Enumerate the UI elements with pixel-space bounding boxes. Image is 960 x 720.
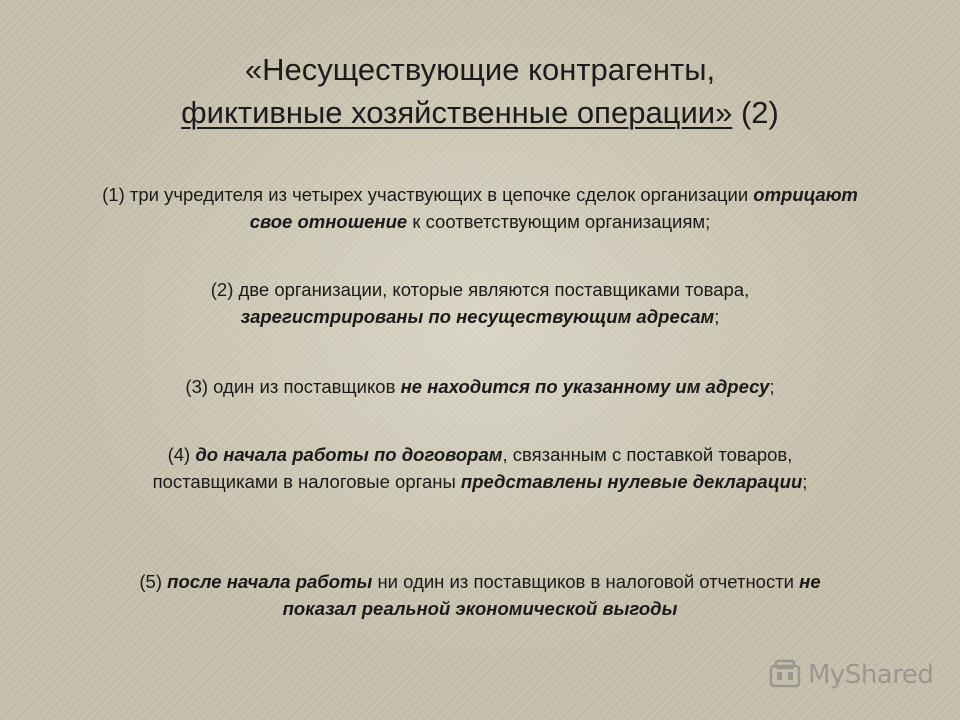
list-item-2 bbox=[50, 276, 910, 330]
item-4-emphasis-b: представлены нулевые декларации bbox=[460, 471, 803, 492]
item-5-text-b: ни один из поставщиков в налоговой отчетности bbox=[372, 571, 800, 592]
item-4-text-b: , связанным с поставкой товаров, поставщиками в налоговые органы bbox=[152, 444, 793, 492]
item-3-text-a: (3) один из поставщиков bbox=[185, 376, 401, 397]
list-item-5 bbox=[50, 568, 910, 622]
list-item-1 bbox=[50, 181, 910, 235]
item-1-text-b: к соответствующим организациям; bbox=[407, 211, 711, 232]
watermark-text: MyShared bbox=[808, 660, 934, 690]
item-2-text-a: (2) две организации, которые являются поставщиками товара, bbox=[210, 279, 750, 300]
item-2-text-b: ; bbox=[714, 306, 720, 327]
title-line-1: «Несуществующие контрагенты, bbox=[244, 52, 716, 87]
mushroom-logo-icon bbox=[768, 658, 802, 692]
item-5-text-a: (5) bbox=[139, 571, 168, 592]
title-suffix: (2) bbox=[732, 95, 779, 130]
item-2-emphasis: зарегистрированы по несуществующим адресам bbox=[240, 306, 715, 327]
list-item-3 bbox=[50, 373, 910, 400]
watermark bbox=[768, 655, 933, 695]
item-5-emphasis-b: не показал реальной экономической выгоды bbox=[282, 571, 821, 619]
item-4-text-a: (4) bbox=[167, 444, 196, 465]
item-4-emphasis-a: до начала работы по договорам bbox=[195, 444, 503, 465]
title-underlined-text: фиктивные хозяйственные операции» bbox=[181, 95, 733, 130]
title-line-2 bbox=[0, 91, 960, 134]
item-1-emphasis: отрицают свое отношение bbox=[249, 184, 858, 232]
item-3-text-b: ; bbox=[769, 376, 775, 397]
slide-title bbox=[0, 48, 960, 134]
item-5-emphasis-a: после начала работы bbox=[167, 571, 373, 592]
item-4-text-c: ; bbox=[802, 471, 808, 492]
item-3-emphasis: не находится по указанному им адресу bbox=[400, 376, 770, 397]
item-1-text-a: (1) три учредителя из четырех участвующих в цепочке сделок организации bbox=[102, 184, 754, 205]
list-item-4 bbox=[50, 441, 910, 495]
